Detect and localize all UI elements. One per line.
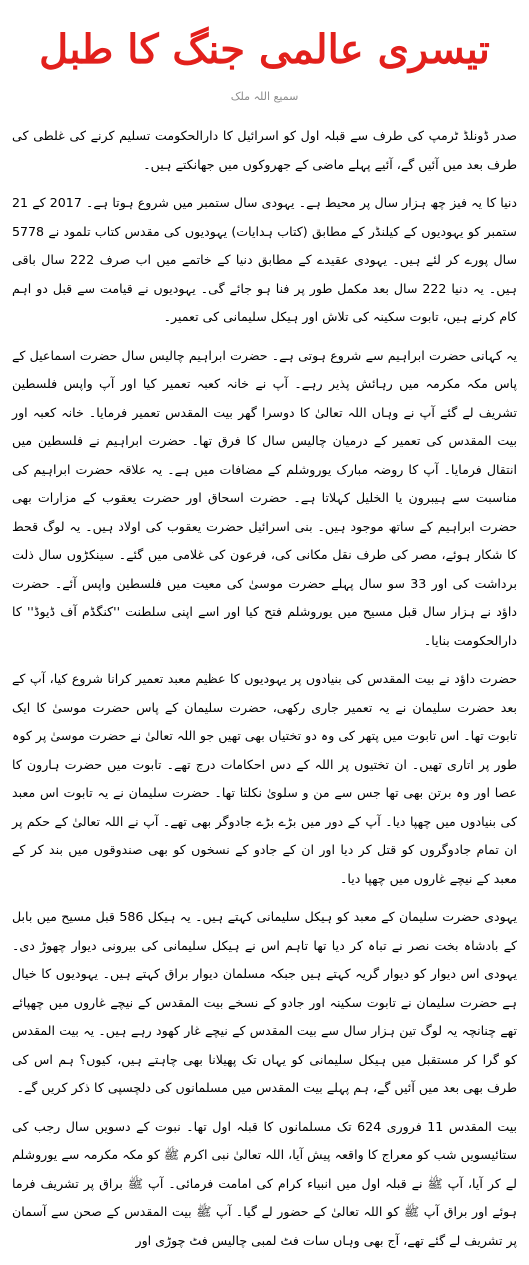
paragraph: صدر ڈونلڈ ٹرمپ کی طرف سے قبلہ اول کو اسرائیل کا دارالحکومت تسلیم کرنے کی غلطی کی طرف بعد میں آئیں گے، آئیے پہلے ماضی کے جھروکوں میں جھانکتے ہیں۔ <box>12 128 517 172</box>
paragraph: دنیا کا یہ فیز چھ ہزار سال پر محیط ہے۔ یہودی سال ستمبر میں شروع ہوتا ہے۔ 2017 کے 21 ستمبر کو یہودیوں کے کیلنڈر کے مطابق (کتاب ہدایات) یہودیوں کی مقدس کتاب تلمود نے 5778 سال پورے کر لئے ہیں۔ یہودی عقیدے کے مطابق دنیا کے خاتمے میں اب صرف 222 سال باقی ہیں۔ یہ دنیا 222 سال بعد مکمل طور پر فنا ہو جائے گی۔ یہودیوں نے قیامت سے قبل دو اہم کام کرنے ہیں، تابوت سکینہ کی تلاش اور ہیکل سلیمانی کی تعمیر۔ <box>12 195 518 324</box>
article-body <box>12 122 517 1265</box>
paragraph: بیت المقدس 11 فروری 624 تک مسلمانوں کا قبلہ اول تھا۔ نبوت کے دسویں سال رجب کی ستائیسویں شب کو معراج کا واقعہ پیش آیا، اللہ تعالیٰ نبی اکرم ﷺ کو مکہ مکرمہ سے یوروشلم لے کر آیا، آپ ﷺ نے قبلہ اول میں انبیاء کرام کی امامت فرمائی۔ آپ ﷺ براق پر تشریف فرما ہوئے اور براق آپ ﷺ کو اللہ تعالیٰ کے حضور لے گیا۔ آپ ﷺ بیت المقدس کے صحن سے آسمان پر تشریف لے گئے تھے، آج بھی وہاں سات فٹ لمبی چالیس فٹ چوڑی اور <box>12 1118 517 1248</box>
paragraph: یہ کہانی حضرت ابراہیم سے شروع ہوتی ہے۔ حضرت ابراہیم چالیس سال حضرت اسماعیل کے پاس مکہ مکرمہ میں رہائش پذیر رہے۔ آپ نے خانہ کعبہ تعمیر کیا اور آپ واپس فلسطین تشریف لے گئے آپ نے وہاں اللہ تعالیٰ کا دوسرا گھر بیت المقدس تعمیر فرمایا۔ خانہ کعبہ اور بیت المقدس کی تعمیر کے درمیان چالیس سال کا فرق تھا۔ حضرت ابراہیم نے فلسطین میں انتقال فرمایا۔ آپ کا روضہ مبارک یوروشلم کے مضافات میں ہے۔ یہ علاقہ حضرت ابراہیم کی مناسبت سے ہیبرون یا الخلیل کہلاتا ہے۔ حضرت اسحاق اور حضرت یعقوب کے مزارات بھی حضرت ابراہیم کے ساتھ موجود ہیں۔ بنی اسرائیل حضرت یعقوب کی اولاد ہیں۔ یہ لوگ قحط کا شکار ہوئے، مصر کی طرف نقل مکانی کی، فرعون کی غلامی میں گئے۔ سینکڑوں سال ذلت برداشت کی اور 33 سو سال پہلے حضرت موسیٰ کی معیت میں فلسطین واپس آئے۔ حضرت داؤد نے ہزار سال قبل مسیح میں یوروشلم فتح کیا اور اسے اپنی سلطنت ''کنگڈم آف ڈیوڈ'' کا دارالحکومت بنایا۔ <box>12 347 517 648</box>
paragraph: یہودی حضرت سلیمان کے معبد کو ہیکل سلیمانی کہتے ہیں۔ یہ ہیکل 586 قبل مسیح میں بابل کے بادشاہ بخت نصر نے تباہ کر دیا تھا تاہم اس نے ہیکل سلیمانی کی بیرونی دیوار چھوڑ دی۔ یہودی اس دیوار کو دیوار گریہ کہتے ہیں جبکہ مسلمان دیوار براق کہتے ہیں۔ یہودیوں کا خیال ہے حضرت سلیمان نے تابوت سکینہ اور جادو کے نسخے بیت المقدس کے نیچے غاروں میں چھپائے تھے چنانچہ یہ لوگ تین ہزار سال سے بیت المقدس کے نیچے غار کھود رہے ہیں۔ یہ بیت المقدس کو گرا کر مستقبل میں ہیکل سلیمانی کو یہاں تک پھیلانا بھی چاہتے ہیں، کیوں؟ ہم اس کی طرف بھی بعد میں آئیں گے، ہم پہلے بیت المقدس میں مسلمانوں کی دلچسپی کا ذکر کریں گے۔ <box>12 909 517 1095</box>
paragraph: حضرت داؤد نے بیت المقدس کی بنیادوں پر یہودیوں کا عظیم معبد تعمیر کرانا شروع کیا، آپ کے بعد حضرت سلیمان نے یہ تعمیر جاری رکھی، حضرت سلیمان کے پاس حضرت موسیٰ کا ایک تابوت تھا۔ اس تابوت میں پتھر کی وہ دو تختیاں بھی تھیں جو اللہ تعالیٰ نے حضرت موسیٰ پر کوہ طور پر اتاری تھیں۔ ان تختیوں پر اللہ کے دس احکامات درج تھے۔ تابوت میں حضرت ہارون کا عصا اور وہ برتن بھی تھا جس سے من و سلویٰ نکلتا تھا۔ حضرت سلیمان نے یہ تابوت اس معبد کی بنیادوں میں چھپا دیا۔ آپ کے دور میں بڑے بڑے جادوگر بھی تھے۔ آپ نے اللہ تعالیٰ کے حکم پر ان تمام جادوگروں کو قتل کر دیا اور ان کے جادو کے نسخوں کو بھی صندوقوں میں بند کر کے معبد کے نیچے غاروں میں چھپا دیا۔ <box>12 671 517 886</box>
article-title: تیسری عالمی جنگ کا طبل <box>39 26 490 73</box>
author-byline: سمیع اللہ ملک <box>230 90 299 103</box>
